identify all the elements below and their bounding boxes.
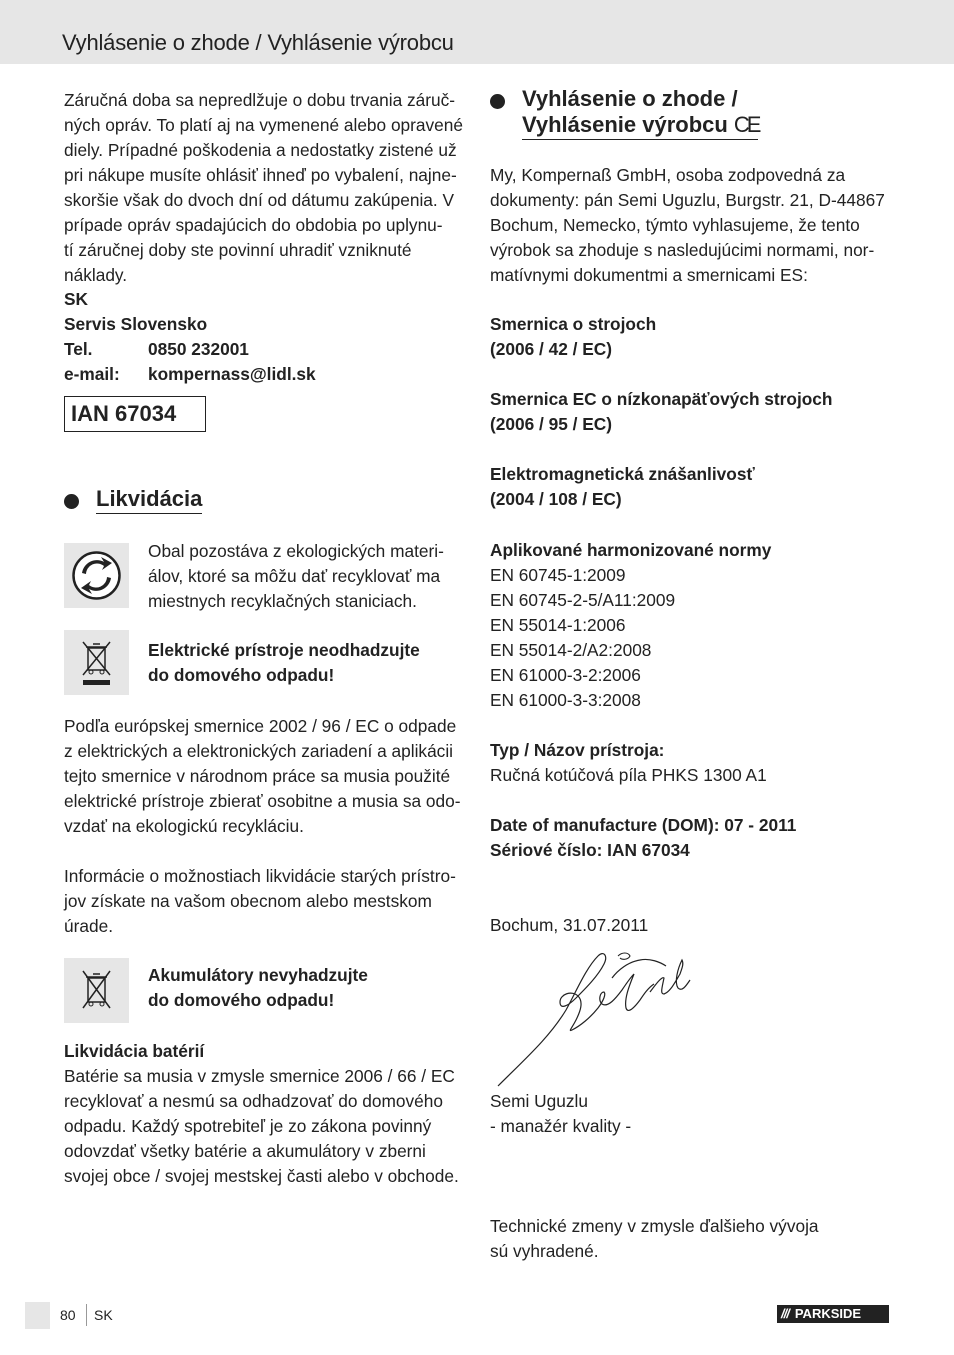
declaration-title-line2-text: Vyhlásenie výrobcu: [522, 112, 728, 137]
electric-warning: Elektrické prístroje neodhadzujte do domového odpadu!: [148, 640, 420, 685]
contact-tel-row: [64, 337, 249, 362]
recycling-icon: [64, 543, 129, 608]
contact-service: [64, 312, 207, 337]
signature-image: [494, 948, 694, 1090]
directive-low-voltage: Smernica EC o nízkonapäťových strojoch (2006 / 95 / EC): [490, 389, 833, 434]
declaration-heading: [490, 86, 758, 140]
technical-changes-note: Technické zmeny v zmysle ďalšieho vývoja sú vyhradené.: [490, 1216, 819, 1261]
type-value: Ručná kotúčová píla PHKS 1300 A1: [490, 765, 767, 785]
contact-email-value: kompernass@lidl.sk: [148, 364, 316, 384]
weee-bin-icon: [64, 630, 129, 695]
logo-stripes-icon: ///: [781, 1306, 789, 1321]
norm-item: EN 61000-3-3:2008: [490, 690, 641, 710]
disposal-title: Likvidácia: [96, 486, 202, 514]
warranty-text: Záručná doba sa nepredlžuje o dobu trvania záruč- ných opráv. To platí aj na vymenené alebo opravené diely. Prípadné poškodenia a nedostatky zistené už pri nákupe musíte ohlásiť ihneď po vybalení, najne- skoršie však do dvoch dní od dátumu zakúpenia. V prípade opráv spadajúcich do obdobia po uplynu- tí záručnej doby ste povinní uhradiť vzniknuté náklady.: [64, 90, 464, 285]
serial-number: Sériové číslo: IAN 67034: [490, 840, 690, 860]
directive-machinery: Smernica o strojoch (2006 / 42 / EC): [490, 314, 657, 359]
disposal-heading: [64, 486, 202, 514]
type-label: Typ / Názov prístroja:: [490, 740, 665, 760]
page-number: 80: [60, 1307, 76, 1323]
signer-name: Semi Uguzlu: [490, 1091, 588, 1111]
date-of-manufacture: Date of manufacture (DOM): 07 - 2011: [490, 815, 797, 835]
contact-tel-value: 0850 232001: [148, 339, 249, 359]
contact-email-label: e-mail:: [64, 364, 120, 384]
info-text: Informácie o možnostiach likvidácie starých prístro- jov získate na vašom obecnom alebo mestskom úrade.: [64, 866, 456, 936]
weee-text: Podľa európskej smernice 2002 / 96 / EC o odpade z elektrických a elektronických zariadení a aplikácii tejto smernice v národnom práce sa musia použité elektrické prístroje zbierať osobitne a musia sa odo- vzdať na ekologickú recykláciu.: [64, 716, 461, 836]
battery-text: Batérie sa musia v zmysle smernice 2006 / 66 / EC recyklovať a nesmú sa odhadzovať do domového odpadu. Každý spotrebiteľ je zo zákona povinný odovzdať všetky batérie a akumulátory v zberni svojej obce / svojej mestskej časti alebo v obchode.: [64, 1066, 459, 1186]
norm-item: EN 61000-3-2:2006: [490, 665, 641, 685]
footer-marker: [25, 1302, 50, 1329]
contact-country-label: SK: [64, 289, 89, 309]
bullet-icon: [64, 494, 79, 509]
signer-role: - manažér kvality -: [490, 1116, 632, 1136]
battery-bin-icon: [64, 958, 129, 1023]
battery-title: Likvidácia batérií: [64, 1041, 205, 1061]
page-title: Vyhlásenie o zhode / Vyhlásenie výrobcu: [62, 30, 454, 55]
declaration-intro: My, Kompernaß GmbH, osoba zodpovedná za dokumenty: pán Semi Uguzlu, Burgstr. 21, D-44867 Bochum, Nemecko, týmto vyhlasujeme, že tento výrobok sa zhoduje s nasledujúcimi normami, nor- matívnymi dokumentmi a smernicami ES:: [490, 165, 885, 285]
brand-name: PARKSIDE: [794, 1306, 862, 1321]
ian-box: IAN 67034: [64, 396, 206, 432]
contact-tel-label: Tel.: [64, 339, 93, 359]
bullet-icon: [490, 94, 505, 109]
page-header: [0, 0, 954, 64]
footer-divider: [86, 1304, 87, 1326]
ce-mark-icon: CE: [733, 112, 759, 137]
parkside-logo: [777, 1305, 889, 1323]
contact-country: [64, 287, 88, 312]
declaration-title-line2: [522, 112, 758, 138]
packaging-text: Obal pozostáva z ekologických materi- álov, ktoré sa môžu dať recyklovať ma miestnych recyklačných staniciach.: [148, 541, 444, 611]
norms-title: Aplikované harmonizované normy: [490, 540, 772, 560]
declaration-title: [522, 86, 758, 140]
norm-item: EN 60745-1:2009: [490, 565, 626, 585]
language-code: SK: [94, 1307, 113, 1323]
norm-item: EN 55014-2/A2:2008: [490, 640, 652, 660]
battery-warning: Akumulátory nevyhadzujte do domového odpadu!: [148, 965, 368, 1010]
norm-item: EN 55014-1:2006: [490, 615, 626, 635]
norm-item: EN 60745-2-5/A11:2009: [490, 590, 676, 610]
declaration-title-line1: Vyhlásenie o zhode /: [522, 86, 738, 111]
contact-email-row: [64, 362, 316, 387]
contact-service-label: Servis Slovensko: [64, 314, 208, 334]
directive-emc: Elektromagnetická znášanlivosť (2004 / 108 / EC): [490, 464, 755, 509]
place-date: Bochum, 31.07.2011: [490, 915, 649, 935]
